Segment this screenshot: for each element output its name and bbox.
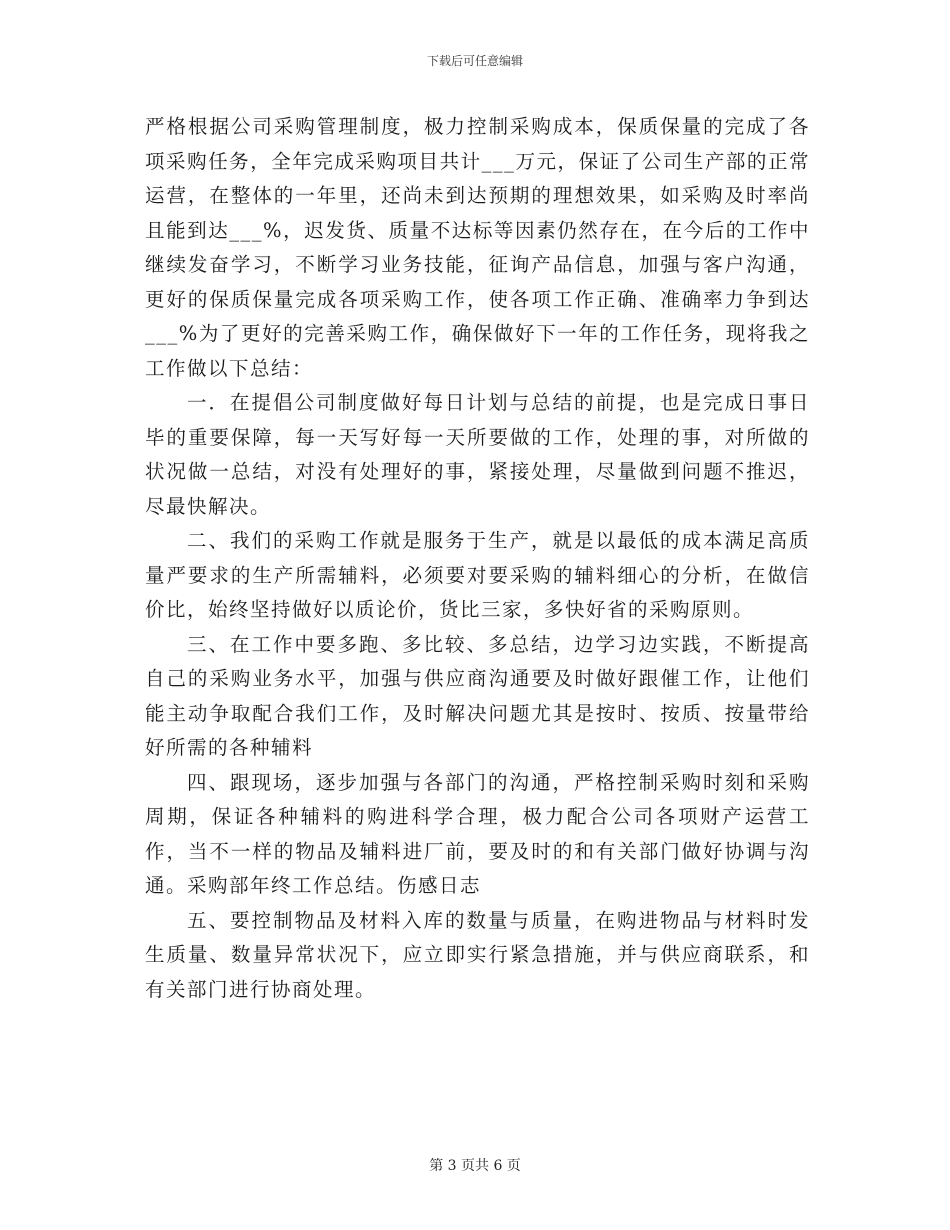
paragraph-intro: 严格根据公司采购管理制度，极力控制采购成本，保质保量的完成了各项采购任务，全年完成采购项目共计___万元，保证了公司生产部的正常运营，在整体的一年里，还尚未到达预期的理想效果，如采购及时率尚且能到达___%，迟发货、质量不达标等因素仍然存在，在今后的工作中继续发奋学习，不断学习业务技能，征询产品信息，加强与客户沟通，更好的保质保量完成各项采购工作，使各项工作正确、准确率力争到达___%为了更好的完善采购工作，确保做好下一年的工作任务，现将我之工作做以下总结： (145, 115, 810, 380)
page-footer: 第 3 页共 6 页 (429, 1158, 521, 1174)
paragraph-point-4: 四、跟现场，逐步加强与各部门的沟通，严格控制采购时刻和采购周期，保证各种辅料的购进科学合理，极力配合公司各项财产运营工作，当不一样的物品及辅料进厂前，要及时的和有关部门做好协调与沟通。采购部年终工作总结。伤感日志 (145, 770, 810, 897)
paragraph-point-1: 一．在提倡公司制度做好每日计划与总结的前提，也是完成日事日毕的重要保障，每一天写好每一天所要做的工作，处理的事，对所做的状况做一总结，对没有处理好的事，紧接处理，尽量做到问题不推迟，尽最快解决。 (145, 391, 810, 518)
page-header: 下载后可任意编辑 (426, 54, 523, 68)
paragraph-point-5: 五、要控制物品及材料入库的数量与质量，在购进物品与材料时发生质量、数量异常状况下，应立即实行紧急措施，并与供应商联系，和有关部门进行协商处理。 (145, 908, 810, 1001)
document-body (145, 110, 810, 1007)
paragraph-point-3: 三、在工作中要多跑、多比较、多总结，边学习边实践，不断提高自己的采购业务水平，加强与供应商沟通要及时做好跟催工作，让他们能主动争取配合我们工作，及时解决问题尤其是按时、按质、按量带给好所需的各种辅料 (145, 632, 810, 759)
paragraph-point-2: 二、我们的采购工作就是服务于生产，就是以最低的成本满足高质量严要求的生产所需辅料，必须要对要采购的辅料细心的分析，在做信价比，始终坚持做好以质论价，货比三家，多快好省的采购原则。 (145, 529, 810, 621)
